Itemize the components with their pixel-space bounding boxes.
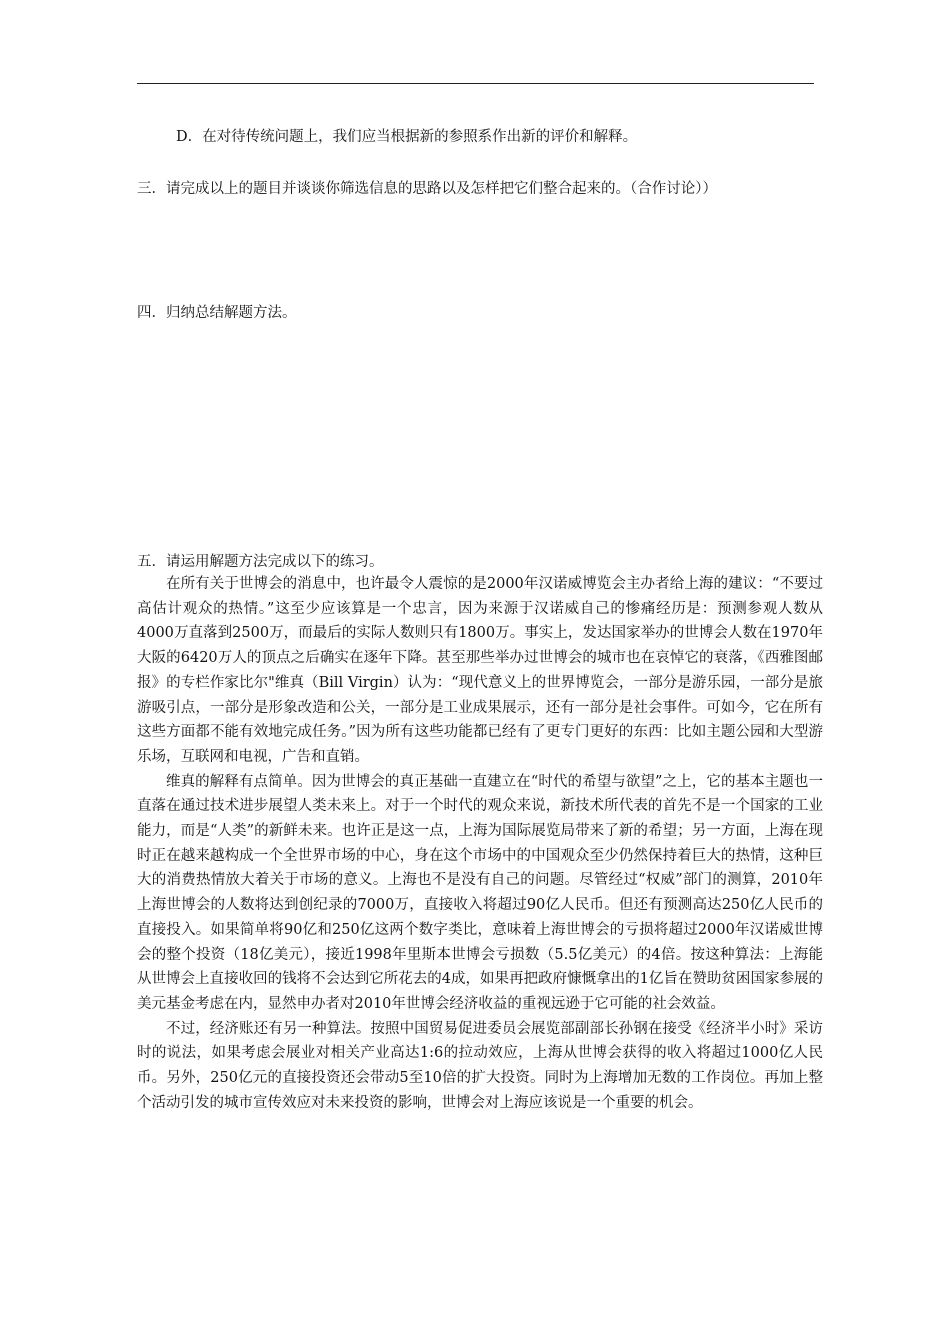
section-4-heading: 四．归纳总结解题方法。 <box>137 305 297 321</box>
passage-paragraph-2: 维真的解释有点简单。因为世博会的真正基础一直建立在“时代的希望与欲望”之上，它的基本主题也一直落在通过技术进步展望人类未来上。对于一个时代的观众来说，新技术所代表的首先不是一个国家的工业能力，而是“人类”的新鲜未来。也许正是这一点，上海为国际展览局带来了新的希望；另一方面，上海在现时正在越来越构成一个全世界市场的中心，身在这个市场中的中国观众至少仍然保持着巨大的热情，这种巨大的消费热情放大着关于市场的意义。上海也不是没有自己的问题。尽管经过“权威”部门的测算，2010年上海世博会的人数将达到创纪录的7000万，直接收入将超过90亿人民币。但还有预测高达250亿人民币的直接投入。如果简单将90亿和250亿这两个数字类比，意味着上海世博会的亏损将超过2000年汉诺威世博会的整个投资（18亿美元），接近1998年里斯本世博会亏损数（5.5亿美元）的4倍。按这种算法：上海能从世博会上直接收回的钱将不会达到它所花去的4成，如果再把政府慷慨拿出的1亿旨在赞助贫困国家参展的美元基金考虑在内，显然申办者对2010年世博会经济收益的重视远逊于它可能的社会效益。 <box>137 773 823 1012</box>
passage-paragraph-3: 不过，经济账还有另一种算法。按照中国贸易促进委员会展览部副部长孙钢在接受《经济半小时》采访时的说法，如果考虑会展业对相关产业高达1:6的拉动效应，上海从世博会获得的收入将超过1000亿人民币。另外，250亿元的直接投资还会带动5至10倍的扩大投资。同时为上海增加无数的工作岗位。再加上整个活动引发的城市宣传效应对未来投资的影响，世博会对上海应该说是一个重要的机会。 <box>137 1020 823 1111</box>
header-rule <box>137 83 814 84</box>
section-5-heading: 五．请运用解题方法完成以下的练习。 <box>137 554 384 570</box>
reading-passage <box>137 572 823 1115</box>
passage-paragraph-1: 在所有关于世博会的消息中，也许最令人震惊的是2000年汉诺威博览会主办者给上海的建议：“不要过高估计观众的热情。”这至少应该算是一个忠言，因为来源于汉诺威自己的惨痛经历是：预测参观人数从4000万直落到2500万，而最后的实际人数则只有1800万。事实上，发达国家举办的世博会人数在1970年大阪的6420万人的顶点之后确实在逐年下降。甚至那些举办过世博会的城市也在哀悼它的衰落，《西雅图邮报》的专栏作家比尔"维真（Bill Virgin）认为：“现代意义上的世界博览会，一部分是游乐园，一部分是旅游吸引点，一部分是形象改造和公关，一部分是工业成果展示，还有一部分是社会事件。可如今，它在所有这些方面都不能有效地完成任务。”因为所有这些功能都已经有了更专门更好的东西：比如主题公园和大型游乐场，互联网和电视，广告和直销。 <box>137 576 823 765</box>
option-d: D．在对待传统问题上，我们应当根据新的参照系作出新的评价和解释。 <box>176 129 638 145</box>
section-3-heading: 三．请完成以上的题目并谈谈你筛选信息的思路以及怎样把它们整合起来的。（合作讨论）） <box>137 181 717 197</box>
